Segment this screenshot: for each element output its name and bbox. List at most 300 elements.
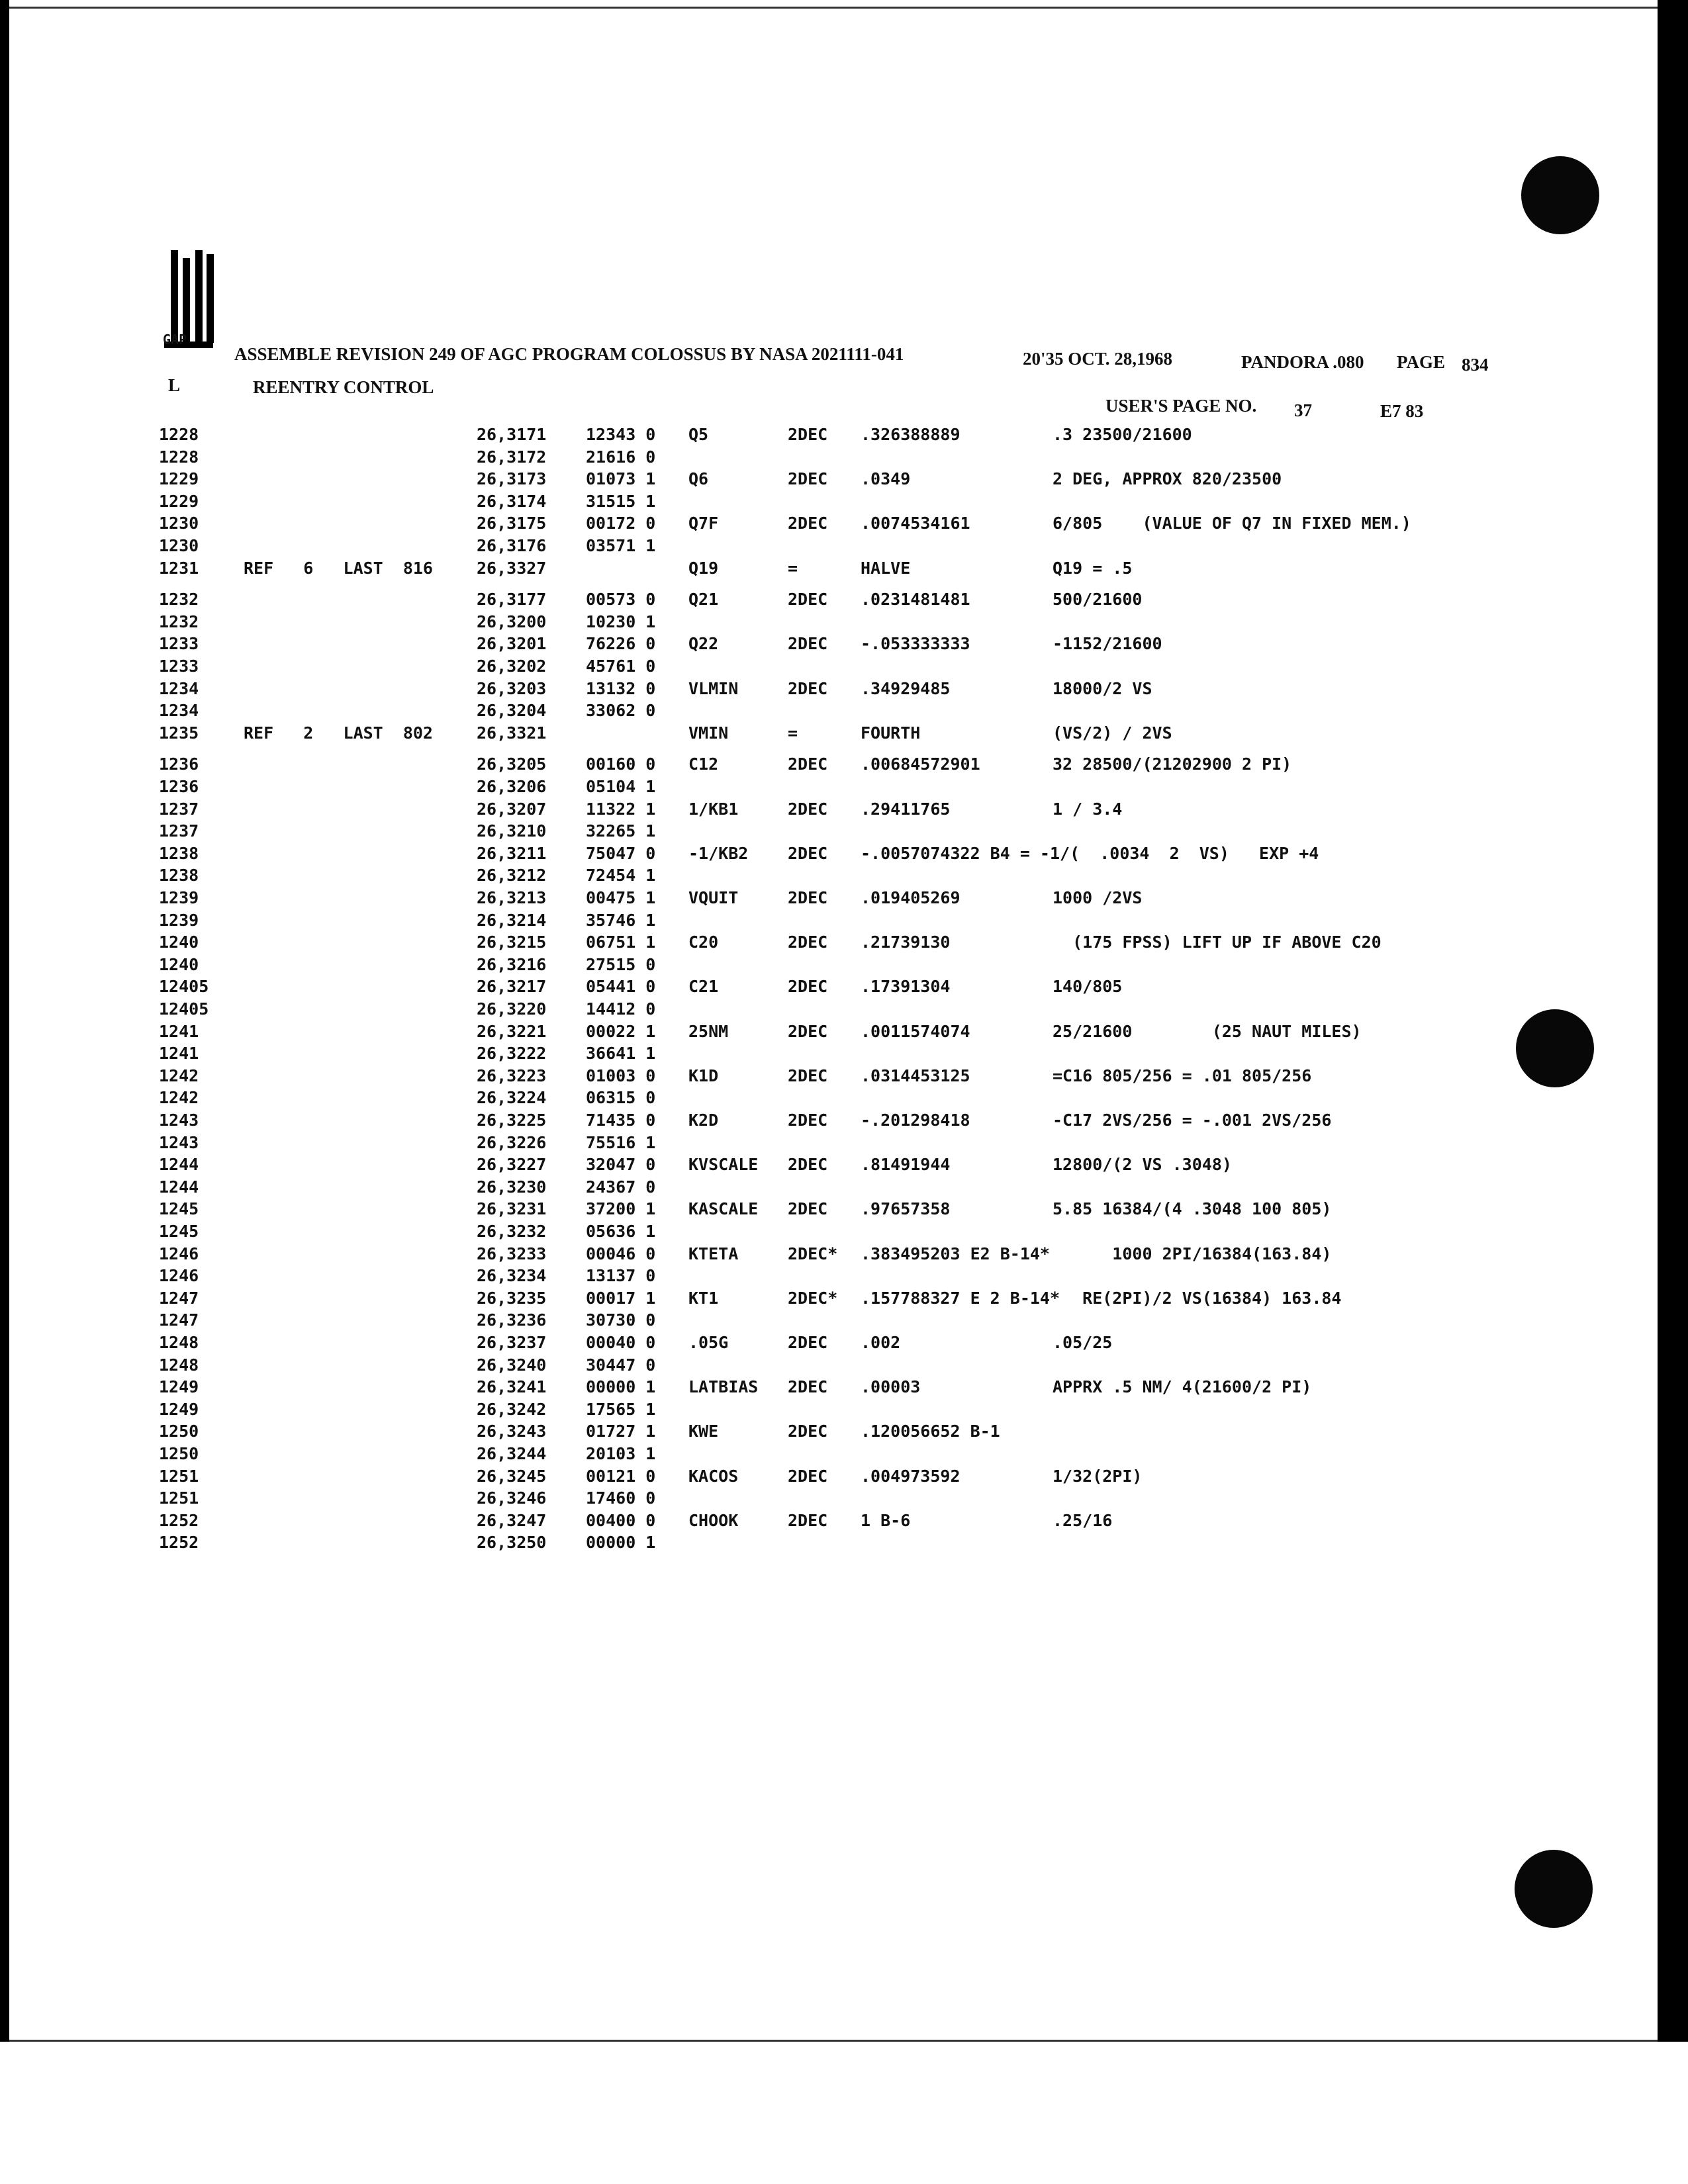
octal-word: 76226 0 xyxy=(586,634,656,654)
listing-row xyxy=(0,954,1688,976)
line-number: 1251 xyxy=(159,1466,199,1486)
symbol-label: Q6 xyxy=(688,469,709,489)
listing-row xyxy=(0,1510,1688,1532)
address: 26,3205 xyxy=(477,754,547,774)
address: 26,3214 xyxy=(477,910,547,930)
line-number: 1244 xyxy=(159,1177,199,1197)
log-marker: L xyxy=(168,375,181,395)
address: 26,3172 xyxy=(477,447,547,467)
operator: 2DEC xyxy=(788,469,828,489)
listing-row xyxy=(0,1398,1688,1421)
address: 26,3247 xyxy=(477,1510,547,1530)
users-page-number: 37 xyxy=(1294,400,1312,420)
comment: 1000 /2VS xyxy=(1053,888,1143,907)
operator: 2DEC xyxy=(788,425,828,444)
octal-word: 30730 0 xyxy=(586,1310,656,1330)
octal-word: 00017 1 xyxy=(586,1288,656,1308)
address: 26,3227 xyxy=(477,1155,547,1175)
value: .29411765 xyxy=(861,799,951,819)
symbol-label: Q19 xyxy=(688,558,719,578)
value: .0231481481 xyxy=(861,590,970,610)
listing-row xyxy=(0,446,1688,469)
comment: 140/805 xyxy=(1053,977,1123,997)
symbol-label: -1/KB2 xyxy=(688,843,749,863)
operator: 2DEC xyxy=(788,888,828,907)
comment: (175 FPSS) LIFT UP IF ABOVE C20 xyxy=(1053,933,1382,952)
line-number: 12405 xyxy=(159,977,209,997)
listing-row xyxy=(0,468,1688,490)
octal-word: 36641 1 xyxy=(586,1044,656,1064)
listing-row xyxy=(0,1220,1688,1243)
listing-row xyxy=(0,753,1688,776)
listing-row xyxy=(0,535,1688,557)
address: 26,3321 xyxy=(477,723,547,743)
address: 26,3224 xyxy=(477,1088,547,1108)
octal-word: 21616 0 xyxy=(586,447,656,467)
octal-word: 06315 0 xyxy=(586,1088,656,1108)
listing-row xyxy=(0,1354,1688,1377)
value: -.201298418 xyxy=(861,1111,970,1130)
comment: 5.85 16384/(4 .3048 100 805) xyxy=(1053,1199,1332,1219)
line-number: 1248 xyxy=(159,1355,199,1375)
symbol-label: Q22 xyxy=(688,634,719,654)
address: 26,3250 xyxy=(477,1533,547,1553)
operator: = xyxy=(788,558,798,578)
line-number: 1252 xyxy=(159,1510,199,1530)
symbol-label: KVSCALE xyxy=(688,1155,759,1175)
value: .383495203 E2 B-14* xyxy=(861,1244,1050,1263)
operator: 2DEC xyxy=(788,1199,828,1219)
octal-word: 00040 0 xyxy=(586,1333,656,1352)
symbol-label: KACOS xyxy=(688,1466,739,1486)
comment: 500/21600 xyxy=(1053,590,1143,610)
listing-row xyxy=(0,1087,1688,1109)
operator: 2DEC xyxy=(788,634,828,654)
line-number: 1241 xyxy=(159,1044,199,1064)
line-number: 1241 xyxy=(159,1021,199,1041)
address: 26,3244 xyxy=(477,1444,547,1463)
symbol-label: KWE xyxy=(688,1422,719,1441)
symbol-label: K2D xyxy=(688,1111,719,1130)
listing-row xyxy=(0,512,1688,535)
octal-word: 13132 0 xyxy=(586,678,656,698)
address: 26,3243 xyxy=(477,1422,547,1441)
listing-row xyxy=(0,1065,1688,1087)
value: .21739130 xyxy=(861,933,951,952)
octal-word: 06751 1 xyxy=(586,933,656,952)
address: 26,3174 xyxy=(477,491,547,511)
header-machine: PANDORA .080 xyxy=(1241,352,1364,372)
symbol-label: C20 xyxy=(688,933,719,952)
octal-word: 00172 0 xyxy=(586,514,656,533)
listing-row xyxy=(0,633,1688,655)
address: 26,3327 xyxy=(477,558,547,578)
line-number: 1229 xyxy=(159,469,199,489)
ref-info: REF 2 LAST 802 xyxy=(244,723,433,743)
address: 26,3206 xyxy=(477,777,547,796)
line-number: 1236 xyxy=(159,754,199,774)
value: .0011574074 xyxy=(861,1021,970,1041)
line-number: 1230 xyxy=(159,536,199,555)
octal-word: 32047 0 xyxy=(586,1155,656,1175)
value: 1 B-6 xyxy=(861,1510,911,1530)
line-number: 12405 xyxy=(159,999,209,1019)
line-number: 1232 xyxy=(159,612,199,631)
line-number: 1250 xyxy=(159,1444,199,1463)
address: 26,3213 xyxy=(477,888,547,907)
address: 26,3211 xyxy=(477,843,547,863)
line-number: 1239 xyxy=(159,888,199,907)
octal-word: 00046 0 xyxy=(586,1244,656,1263)
listing-row xyxy=(0,1443,1688,1465)
value: HALVE xyxy=(861,558,911,578)
address: 26,3232 xyxy=(477,1222,547,1241)
listing-row xyxy=(0,722,1688,745)
symbol-label: Q5 xyxy=(688,425,709,444)
value: .81491944 xyxy=(861,1155,951,1175)
listing-row xyxy=(0,931,1688,954)
listing-row xyxy=(0,1265,1688,1287)
comment: (VS/2) / 2VS xyxy=(1053,723,1172,743)
line-number: 1242 xyxy=(159,1066,199,1085)
address: 26,3230 xyxy=(477,1177,547,1197)
listing-row xyxy=(0,1309,1688,1332)
value: -.053333333 xyxy=(861,634,970,654)
octal-word: 11322 1 xyxy=(586,799,656,819)
listing-row xyxy=(0,1042,1688,1065)
address: 26,3204 xyxy=(477,701,547,721)
octal-word: 13137 0 xyxy=(586,1266,656,1286)
page-code: E7 83 xyxy=(1380,401,1424,421)
address: 26,3240 xyxy=(477,1355,547,1375)
operator: 2DEC xyxy=(788,754,828,774)
octal-word: 75516 1 xyxy=(586,1132,656,1152)
line-number: 1237 xyxy=(159,799,199,819)
listing-row xyxy=(0,655,1688,678)
octal-word: 32265 1 xyxy=(586,821,656,841)
line-number: 1247 xyxy=(159,1310,199,1330)
comment: 1000 2PI/16384(163.84) xyxy=(1053,1244,1332,1263)
line-number: 1252 xyxy=(159,1533,199,1553)
sheet-bottom-line xyxy=(9,2040,1658,2042)
line-number: 1244 xyxy=(159,1155,199,1175)
octal-word: 03571 1 xyxy=(586,536,656,555)
symbol-label: 25NM xyxy=(688,1021,729,1041)
listing-row xyxy=(0,1176,1688,1199)
listing-row xyxy=(0,1109,1688,1132)
comment: =C16 805/256 = .01 805/256 xyxy=(1053,1066,1312,1085)
line-number: 1250 xyxy=(159,1422,199,1441)
operator: 2DEC xyxy=(788,678,828,698)
listing-row xyxy=(0,1376,1688,1398)
listing-row xyxy=(0,887,1688,909)
value: .326388889 xyxy=(861,425,961,444)
address: 26,3220 xyxy=(477,999,547,1019)
line-number: 1246 xyxy=(159,1266,199,1286)
octal-word: 17565 1 xyxy=(586,1399,656,1419)
value: .0314453125 xyxy=(861,1066,970,1085)
operator: 2DEC xyxy=(788,1466,828,1486)
line-number: 1238 xyxy=(159,866,199,886)
octal-word: 12343 0 xyxy=(586,425,656,444)
address: 26,3176 xyxy=(477,536,547,555)
comment: RE(2PI)/2 VS(16384) 163.84 xyxy=(1053,1288,1342,1308)
octal-word: 00121 0 xyxy=(586,1466,656,1486)
operator: 2DEC xyxy=(788,1111,828,1130)
section-title: REENTRY CONTROL xyxy=(253,377,434,397)
header-title: ASSEMBLE REVISION 249 OF AGC PROGRAM COLOSSUS BY NASA 2021111-041 xyxy=(234,344,904,364)
address: 26,3246 xyxy=(477,1488,547,1508)
symbol-label: C12 xyxy=(688,754,719,774)
octal-word: 01003 0 xyxy=(586,1066,656,1085)
comment: 6/805 (VALUE OF Q7 IN FIXED MEM.) xyxy=(1053,514,1411,533)
symbol-label: 1/KB1 xyxy=(688,799,739,819)
line-number: 1230 xyxy=(159,514,199,533)
octal-word: 30447 0 xyxy=(586,1355,656,1375)
line-number: 1240 xyxy=(159,954,199,974)
operator: 2DEC xyxy=(788,590,828,610)
octal-word: 31515 1 xyxy=(586,491,656,511)
line-number: 1231 xyxy=(159,558,199,578)
value: .004973592 xyxy=(861,1466,961,1486)
comment: 1/32(2PI) xyxy=(1053,1466,1143,1486)
punch-hole-bottom xyxy=(1515,1850,1593,1928)
listing-row xyxy=(0,700,1688,722)
octal-word: 00160 0 xyxy=(586,754,656,774)
punch-hole-top xyxy=(1521,156,1599,234)
symbol-label: C21 xyxy=(688,977,719,997)
operator: 2DEC xyxy=(788,514,828,533)
octal-word: 00475 1 xyxy=(586,888,656,907)
listing-row xyxy=(0,1420,1688,1443)
octal-word: 71435 0 xyxy=(586,1111,656,1130)
octal-word: 05636 1 xyxy=(586,1222,656,1241)
octal-word: 05441 0 xyxy=(586,977,656,997)
address: 26,3234 xyxy=(477,1266,547,1286)
line-number: 1251 xyxy=(159,1488,199,1508)
octal-word: 24367 0 xyxy=(586,1177,656,1197)
operator: 2DEC xyxy=(788,1422,828,1441)
listing-row xyxy=(0,1198,1688,1220)
value: .00003 xyxy=(861,1377,921,1397)
address: 26,3231 xyxy=(477,1199,547,1219)
ref-info: REF 6 LAST 816 xyxy=(244,558,433,578)
line-number: 1234 xyxy=(159,701,199,721)
line-number: 1243 xyxy=(159,1132,199,1152)
listing-row xyxy=(0,1531,1688,1554)
line-number: 1240 xyxy=(159,933,199,952)
address: 26,3212 xyxy=(477,866,547,886)
address: 26,3203 xyxy=(477,678,547,698)
line-number: 1237 xyxy=(159,821,199,841)
value: FOURTH xyxy=(861,723,921,743)
comment: .25/16 xyxy=(1053,1510,1113,1530)
address: 26,3216 xyxy=(477,954,547,974)
line-number: 1233 xyxy=(159,634,199,654)
operator: 2DEC xyxy=(788,977,828,997)
header-timestamp: 20'35 OCT. 28,1968 xyxy=(1023,349,1173,369)
address: 26,3221 xyxy=(477,1021,547,1041)
symbol-label: .05G xyxy=(688,1333,729,1352)
address: 26,3202 xyxy=(477,657,547,676)
operator: 2DEC xyxy=(788,1021,828,1041)
line-number: 1249 xyxy=(159,1377,199,1397)
operator: 2DEC xyxy=(788,1377,828,1397)
symbol-label: Q7F xyxy=(688,514,719,533)
listing-row xyxy=(0,976,1688,998)
comment: .05/25 xyxy=(1053,1333,1113,1352)
value: .00684572901 xyxy=(861,754,980,774)
operator: 2DEC xyxy=(788,933,828,952)
octal-word: 35746 1 xyxy=(586,910,656,930)
symbol-label: KASCALE xyxy=(688,1199,759,1219)
line-number: 1235 xyxy=(159,723,199,743)
line-number: 1242 xyxy=(159,1088,199,1108)
comment: -C17 2VS/256 = -.001 2VS/256 xyxy=(1053,1111,1332,1130)
comment: 1 / 3.4 xyxy=(1053,799,1123,819)
line-number: 1233 xyxy=(159,657,199,676)
listing-row xyxy=(0,424,1688,446)
address: 26,3242 xyxy=(477,1399,547,1419)
line-number: 1228 xyxy=(159,425,199,444)
comment: 25/21600 (25 NAUT MILES) xyxy=(1053,1021,1362,1041)
line-number: 1245 xyxy=(159,1199,199,1219)
listing-row xyxy=(0,776,1688,798)
value: .019405269 xyxy=(861,888,961,907)
symbol-label: K1D xyxy=(688,1066,719,1085)
operator: 2DEC xyxy=(788,1510,828,1530)
listing-row xyxy=(0,909,1688,932)
octal-word: 00573 0 xyxy=(586,590,656,610)
value: -.0057074322 B4 = -1/( .0034 2 VS) EXP +4 xyxy=(861,843,1319,863)
comment: 32 28500/(21202900 2 PI) xyxy=(1053,754,1292,774)
symbol-label: KT1 xyxy=(688,1288,719,1308)
octal-word: 00000 1 xyxy=(586,1533,656,1553)
listing-row xyxy=(0,842,1688,865)
sheet-top-line xyxy=(9,7,1658,9)
listing-row xyxy=(0,1021,1688,1043)
line-number: 1246 xyxy=(159,1244,199,1263)
octal-word: 27515 0 xyxy=(586,954,656,974)
address: 26,3215 xyxy=(477,933,547,952)
address: 26,3200 xyxy=(477,612,547,631)
line-number: 1249 xyxy=(159,1399,199,1419)
value: .157788327 E 2 B-14* xyxy=(861,1288,1060,1308)
address: 26,3222 xyxy=(477,1044,547,1064)
address: 26,3177 xyxy=(477,590,547,610)
octal-word: 33062 0 xyxy=(586,701,656,721)
line-number: 1247 xyxy=(159,1288,199,1308)
listing-row xyxy=(0,1243,1688,1265)
address: 26,3217 xyxy=(477,977,547,997)
address: 26,3233 xyxy=(477,1244,547,1263)
users-page-label: USER'S PAGE NO. xyxy=(1105,396,1257,416)
line-number: 1232 xyxy=(159,590,199,610)
listing-row xyxy=(0,611,1688,633)
comment: 12800/(2 VS .3048) xyxy=(1053,1155,1232,1175)
operator: = xyxy=(788,723,798,743)
octal-word: 45761 0 xyxy=(586,657,656,676)
operator: 2DEC xyxy=(788,1333,828,1352)
listing-row xyxy=(0,1332,1688,1354)
operator: 2DEC xyxy=(788,843,828,863)
address: 26,3236 xyxy=(477,1310,547,1330)
listing-row xyxy=(0,1465,1688,1488)
listing-row xyxy=(0,798,1688,821)
address: 26,3237 xyxy=(477,1333,547,1352)
symbol-label: KTETA xyxy=(688,1244,739,1263)
header-tag: GAP xyxy=(163,332,187,347)
line-number: 1239 xyxy=(159,910,199,930)
value: .34929485 xyxy=(861,678,951,698)
operator: 2DEC xyxy=(788,799,828,819)
line-number: 1234 xyxy=(159,678,199,698)
operator: 2DEC* xyxy=(788,1244,838,1263)
comment: .3 23500/21600 xyxy=(1053,425,1192,444)
octal-word: 00000 1 xyxy=(586,1377,656,1397)
line-number: 1228 xyxy=(159,447,199,467)
listing-row xyxy=(0,1154,1688,1176)
value: .97657358 xyxy=(861,1199,951,1219)
address: 26,3235 xyxy=(477,1288,547,1308)
comment: APPRX .5 NM/ 4(21600/2 PI) xyxy=(1053,1377,1312,1397)
address: 26,3207 xyxy=(477,799,547,819)
listing-row xyxy=(0,490,1688,513)
value: .0074534161 xyxy=(861,514,970,533)
octal-word: 00400 0 xyxy=(586,1510,656,1530)
comment: Q19 = .5 xyxy=(1053,558,1133,578)
comment: 2 DEG, APPROX 820/23500 xyxy=(1053,469,1282,489)
address: 26,3223 xyxy=(477,1066,547,1085)
line-number: 1245 xyxy=(159,1222,199,1241)
octal-word: 72454 1 xyxy=(586,866,656,886)
octal-word: 14412 0 xyxy=(586,999,656,1019)
octal-word: 05104 1 xyxy=(586,777,656,796)
listing-row xyxy=(0,1132,1688,1154)
line-number: 1229 xyxy=(159,491,199,511)
octal-word: 20103 1 xyxy=(586,1444,656,1463)
address: 26,3201 xyxy=(477,634,547,654)
header-page-label: PAGE xyxy=(1397,352,1445,372)
line-number: 1236 xyxy=(159,777,199,796)
octal-word: 01073 1 xyxy=(586,469,656,489)
listing-row xyxy=(0,678,1688,700)
listing-row xyxy=(0,1287,1688,1310)
operator: 2DEC* xyxy=(788,1288,838,1308)
value: .002 xyxy=(861,1333,901,1352)
address: 26,3226 xyxy=(477,1132,547,1152)
address: 26,3210 xyxy=(477,821,547,841)
operator: 2DEC xyxy=(788,1155,828,1175)
address: 26,3171 xyxy=(477,425,547,444)
comment: -1152/21600 xyxy=(1053,634,1162,654)
octal-word: 10230 1 xyxy=(586,612,656,631)
octal-word: 17460 0 xyxy=(586,1488,656,1508)
value: .0349 xyxy=(861,469,911,489)
operator: 2DEC xyxy=(788,1066,828,1085)
symbol-label: VQUIT xyxy=(688,888,739,907)
line-number: 1238 xyxy=(159,843,199,863)
address: 26,3225 xyxy=(477,1111,547,1130)
symbol-label: LATBIAS xyxy=(688,1377,759,1397)
address: 26,3241 xyxy=(477,1377,547,1397)
comment: 18000/2 VS xyxy=(1053,678,1152,698)
value: .120056652 B-1 xyxy=(861,1422,1000,1441)
symbol-label: Q21 xyxy=(688,590,719,610)
value: .17391304 xyxy=(861,977,951,997)
octal-word: 37200 1 xyxy=(586,1199,656,1219)
line-number: 1243 xyxy=(159,1111,199,1130)
